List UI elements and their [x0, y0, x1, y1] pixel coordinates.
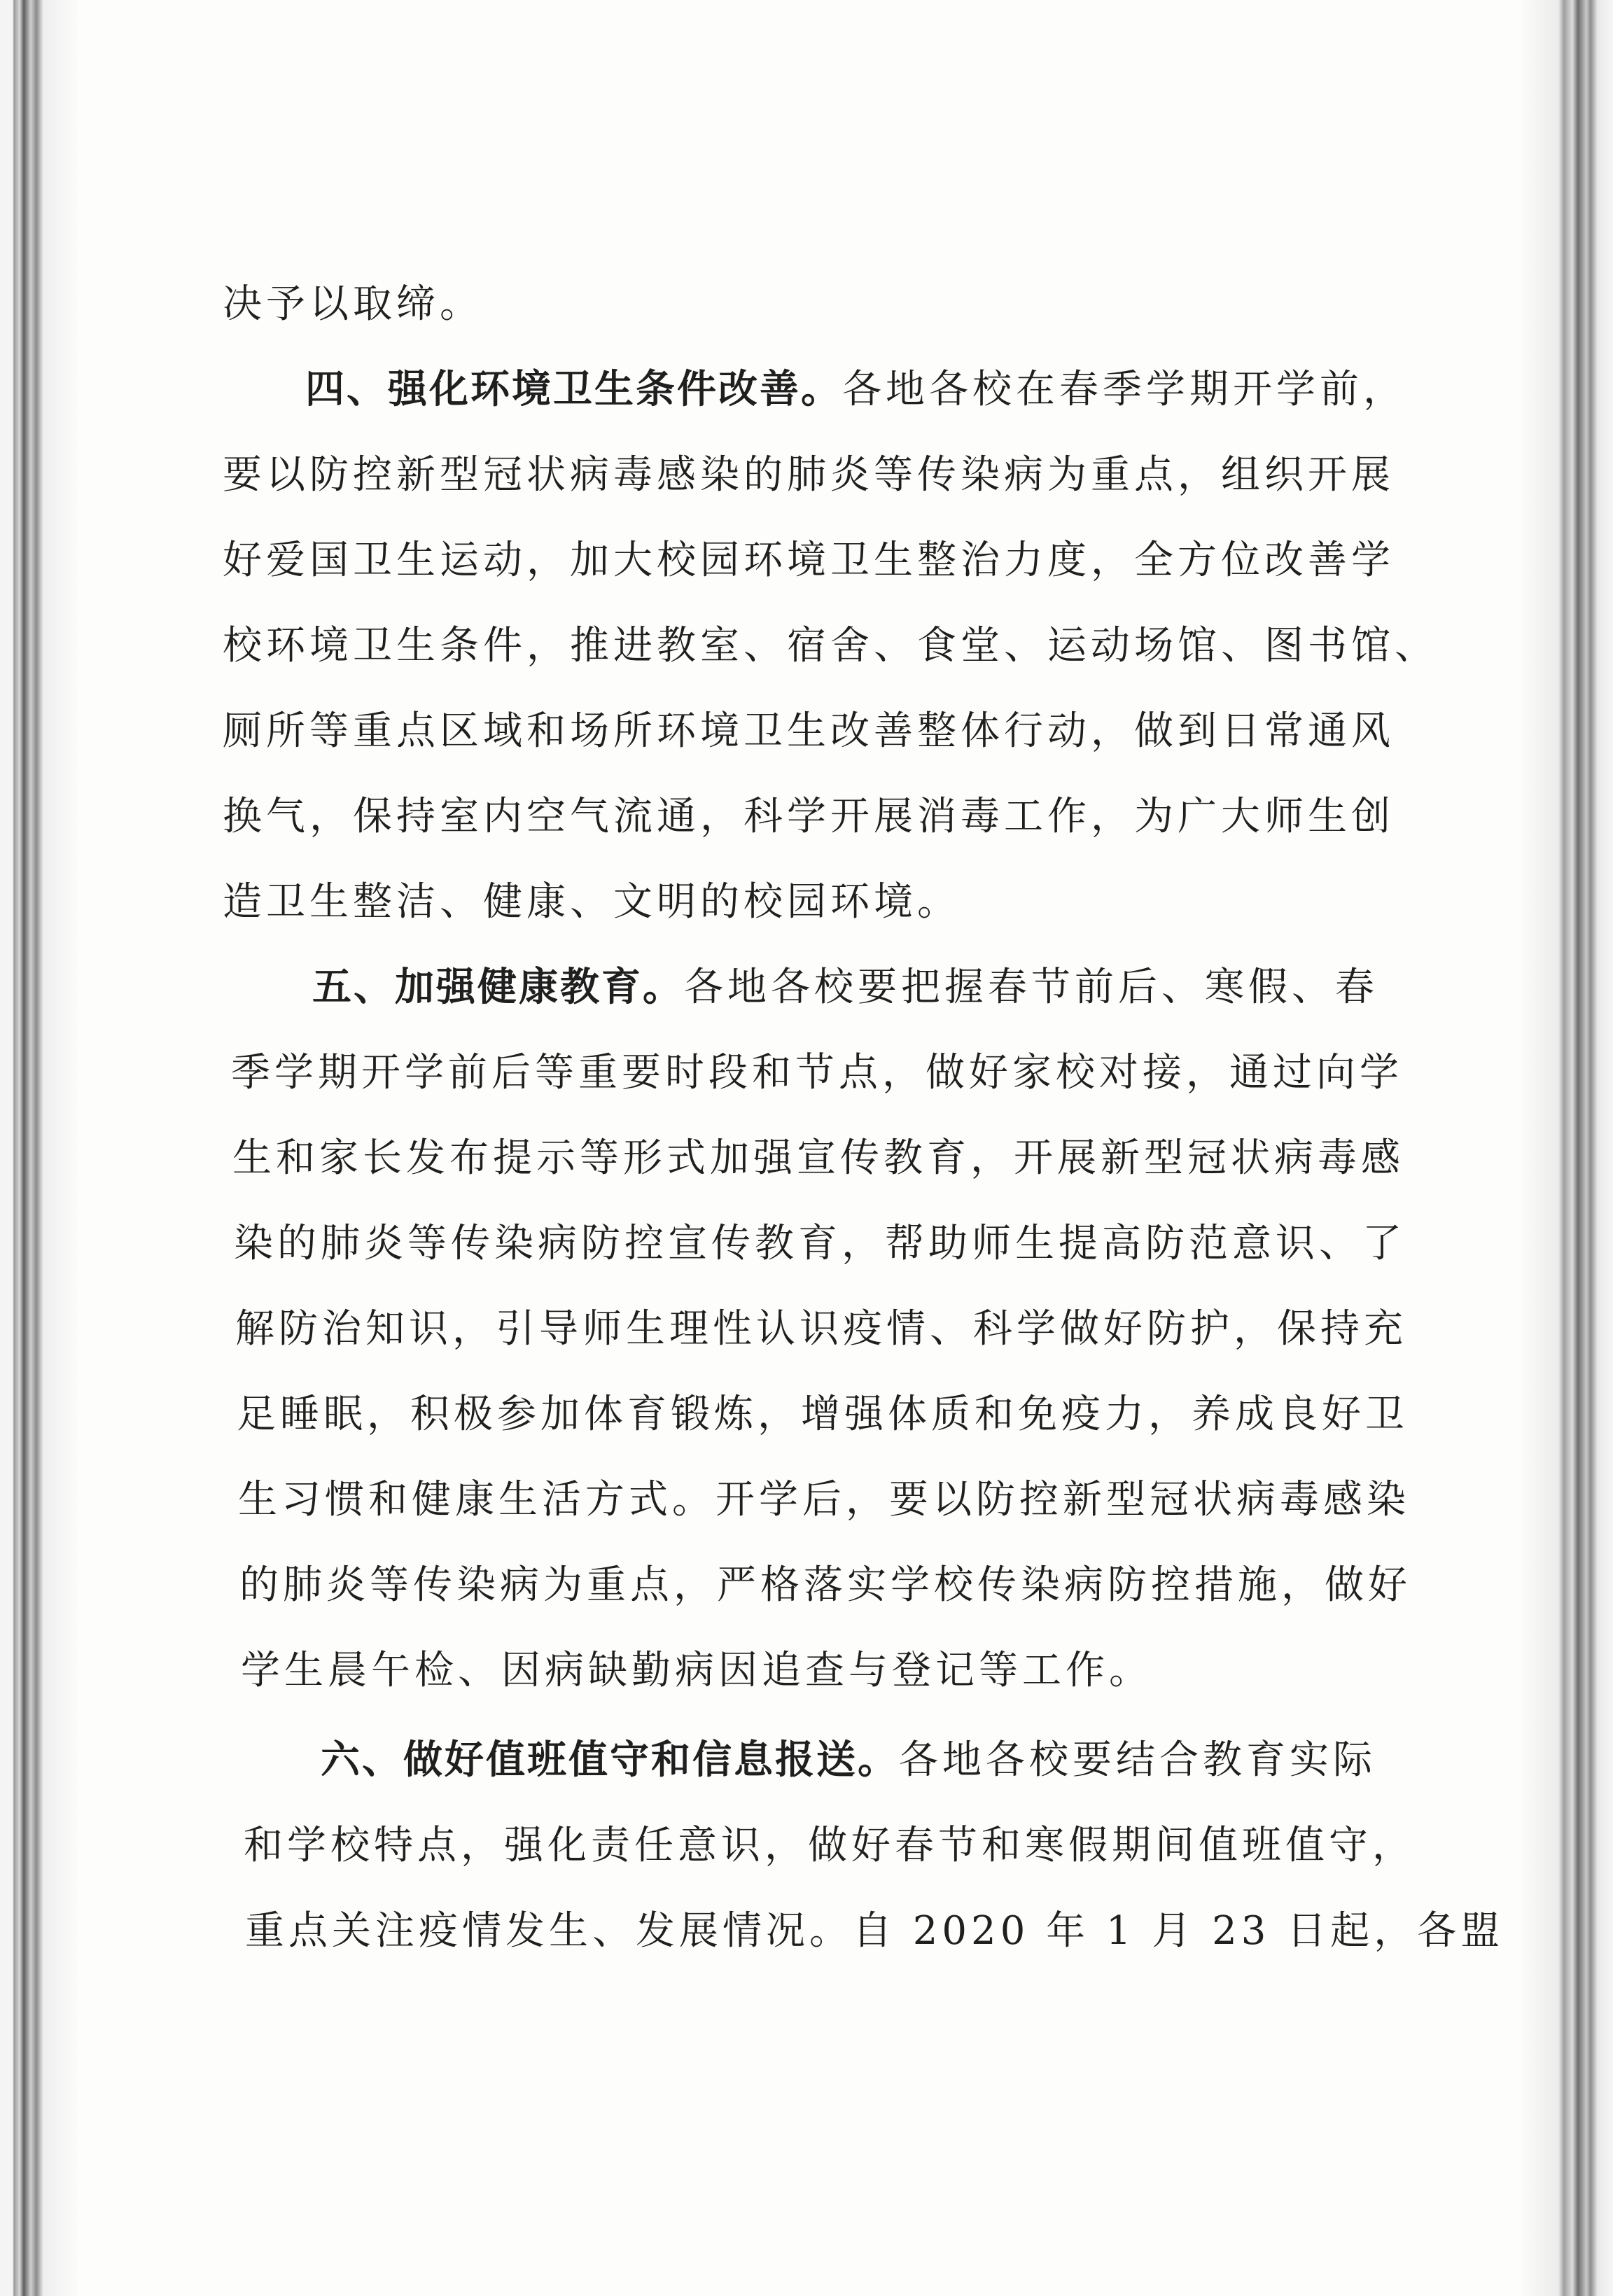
text-line: 生和家长发布提示等形式加强宣传教育，开展新型冠状病毒感: [232, 1135, 1404, 1181]
section-5-heading: 五、加强健康教育。: [312, 965, 684, 1010]
text-line: 季学期开学前后等重要时段和节点，做好家校对接，通过向学: [231, 1050, 1403, 1096]
scan-edge-right: [1522, 0, 1613, 2296]
section-4-heading: 四、强化环境卫生条件改善。: [305, 367, 842, 412]
text-line: 重点关注疫情发生、发展情况。自 2020 年 1 月 23 日起，各盟: [245, 1908, 1504, 1954]
text-line: 造卫生整洁、健康、文明的校园环境。: [223, 879, 961, 925]
section-6-heading: 六、做好值班值守和信息报送。: [321, 1737, 899, 1783]
text-line: 要以防控新型冠状病毒感染的肺炎等传染病为重点，组织开展: [223, 452, 1395, 498]
text-line: 决予以取缔。: [223, 281, 483, 327]
text-line: 生习惯和健康生活方式。开学后，要以防控新型冠状病毒感染: [238, 1477, 1410, 1522]
text-line: 和学校特点，强化责任意识，做好春节和寒假期间值班值守，: [244, 1823, 1416, 1868]
section-6-lead: 各地各校要结合教育实际: [899, 1737, 1376, 1783]
text-line: 厕所等重点区域和场所环境卫生改善整体行动，做到日常通风: [223, 708, 1395, 754]
text-line: 换气，保持室内空气流通，科学开展消毒工作，为广大师生创: [223, 794, 1395, 839]
text-line: 好爱国卫生运动，加大校园环境卫生整治力度，全方位改善学: [223, 538, 1395, 583]
section-5-first-line: [312, 963, 1378, 1012]
text-line: 染的肺炎等传染病防控宣传教育，帮助师生提高防范意识、了: [234, 1221, 1406, 1266]
text-line: 解防治知识，引导师生理性认识疫情、科学做好防护，保持充: [235, 1306, 1407, 1352]
text-line: 足睡眠，积极参加体育锻炼，增强体质和免疫力，养成良好卫: [237, 1392, 1409, 1437]
section-6-first-line: [321, 1736, 1376, 1785]
scan-edge-left: [0, 0, 77, 2296]
text-line: 学生晨午检、因病缺勤病因追查与登记等工作。: [241, 1648, 1152, 1693]
section-4-first-line: [305, 365, 1406, 414]
text-line: 校环境卫生条件，推进教室、宿舍、食堂、运动场馆、图书馆、: [223, 623, 1438, 668]
section-4-lead: 各地各校在春季学期开学前，: [842, 367, 1406, 412]
section-5-lead: 各地各校要把握春节前后、寒假、春: [684, 965, 1378, 1010]
text-line: 的肺炎等传染病为重点，严格落实学校传染病防控措施，做好: [239, 1562, 1411, 1608]
